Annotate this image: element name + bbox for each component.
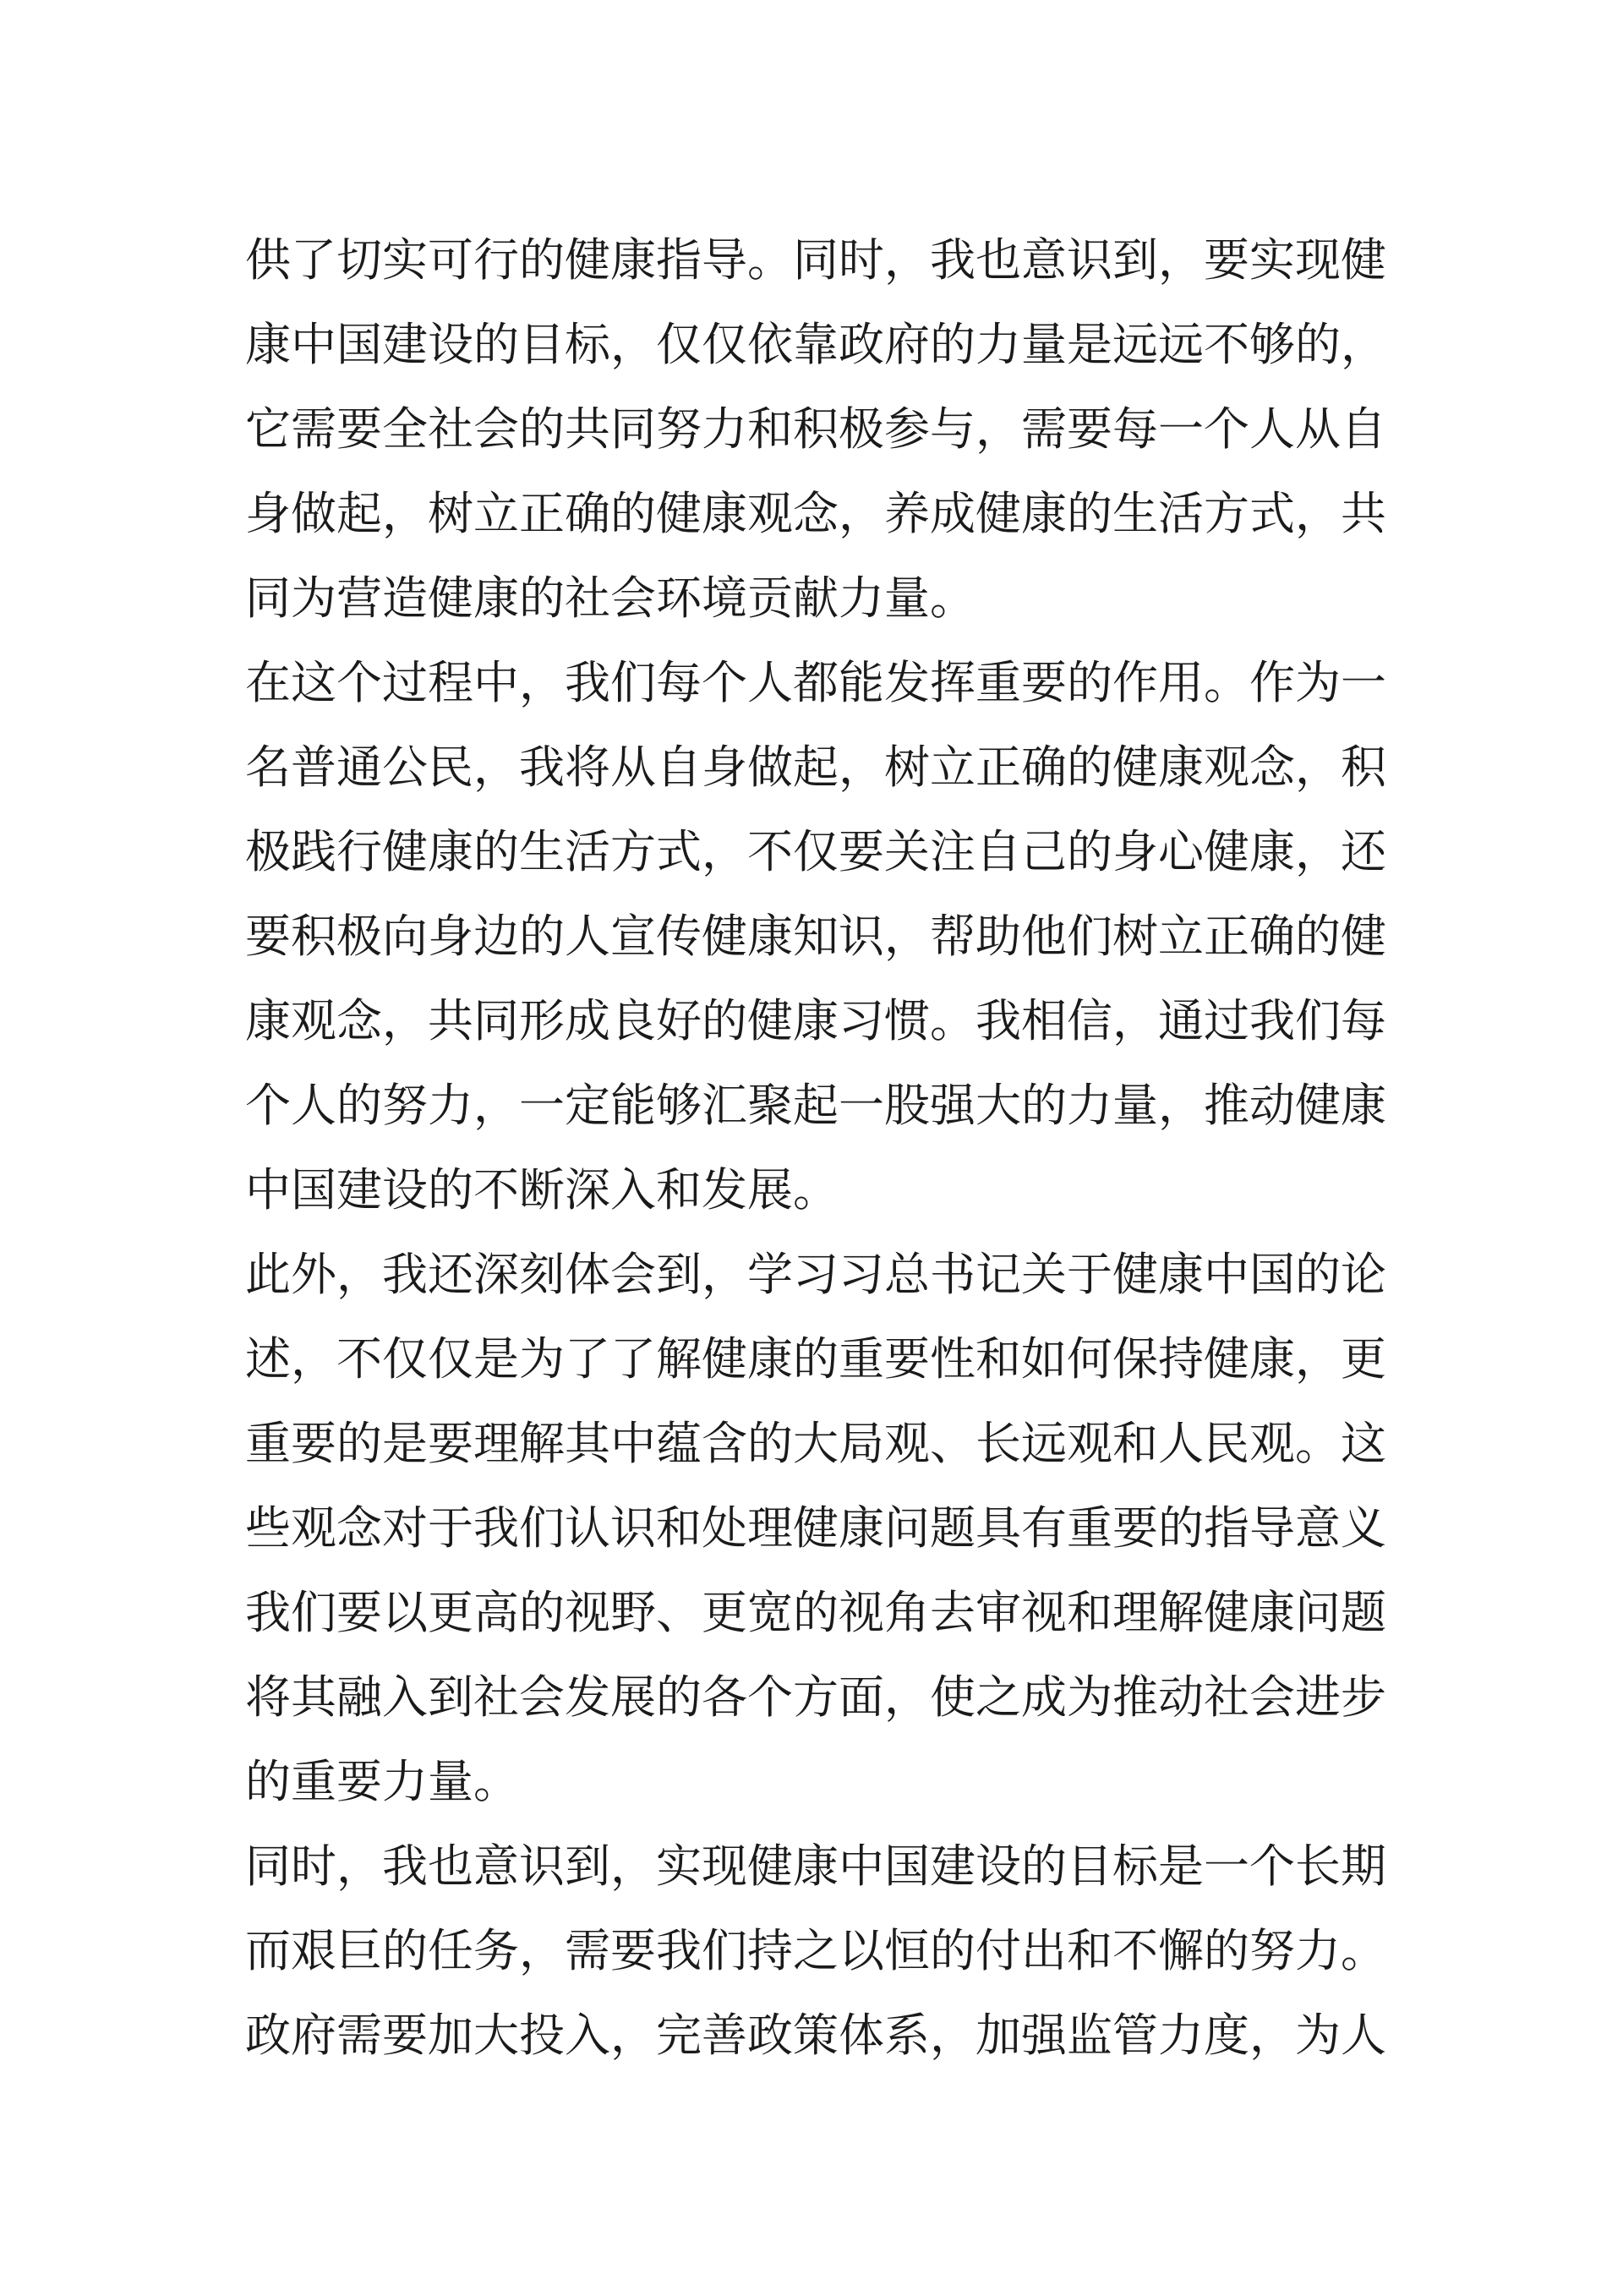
text-line: 名普通公民，我将从自身做起，树立正确的健康观念，积 [245,741,1386,794]
text-line: 康中国建设的目标，仅仅依靠政府的力量是远远不够的， [245,318,1386,371]
text-line: 而艰巨的任务，需要我们持之以恒的付出和不懈的努力。 [245,1924,1386,1977]
text-line: 述，不仅仅是为了了解健康的重要性和如何保持健康，更 [245,1332,1386,1386]
text-line: 的重要力量。 [245,1755,519,1808]
text-line: 它需要全社会的共同努力和积极参与，需要每一个人从自 [245,402,1386,456]
text-line: 康观念，共同形成良好的健康习惯。我相信，通过我们每 [245,994,1386,1047]
text-line: 我们要以更高的视野、更宽的视角去审视和理解健康问题 [245,1586,1386,1639]
text-line: 极践行健康的生活方式，不仅要关注自己的身心健康，还 [245,825,1386,878]
text-line: 重要的是要理解其中蕴含的大局观、长远观和人民观。这 [245,1417,1386,1470]
document-body [245,218,1395,2078]
text-line: 中国建设的不断深入和发展。 [245,1163,839,1216]
text-line: 政府需要加大投入，完善政策体系，加强监管力度，为人 [245,2009,1386,2062]
text-line: 此外，我还深刻体会到，学习习总书记关于健康中国的论 [245,1248,1386,1301]
text-line: 在这个过程中，我们每个人都能发挥重要的作用。作为一 [245,656,1386,709]
text-line: 要积极向身边的人宣传健康知识，帮助他们树立正确的健 [245,910,1386,963]
text-line: 将其融入到社会发展的各个方面，使之成为推动社会进步 [245,1670,1386,1724]
text-line: 身做起，树立正确的健康观念，养成健康的生活方式，共 [245,487,1386,540]
text-line: 些观念对于我们认识和处理健康问题具有重要的指导意义 [245,1501,1386,1555]
text-line: 供了切实可行的健康指导。同时，我也意识到，要实现健 [245,233,1386,287]
text-line: 同为营造健康的社会环境贡献力量。 [245,571,975,625]
text-line: 个人的努力，一定能够汇聚起一股强大的力量，推动健康 [245,1079,1386,1132]
text-line: 同时，我也意识到，实现健康中国建设的目标是一个长期 [245,1840,1386,1893]
